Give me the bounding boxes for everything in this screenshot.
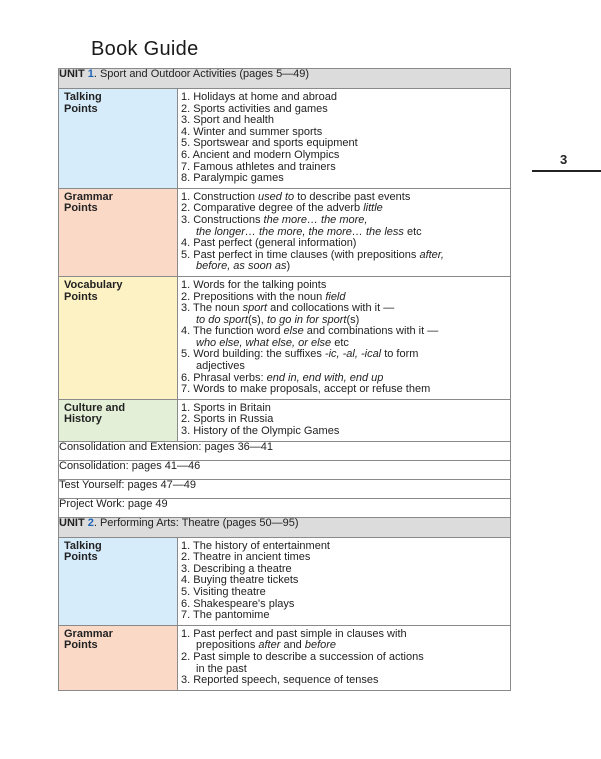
talking-points-list [178, 537, 511, 625]
unit-1-number: 1 [87, 68, 94, 80]
grammar-points-list [178, 625, 511, 690]
unit-1-prefix: UNIT [59, 68, 85, 80]
item-text: ) [286, 260, 291, 273]
item-text: etc [331, 336, 349, 349]
vocabulary-points-label [59, 276, 178, 399]
unit-1-vocabulary-row [59, 276, 511, 399]
label-line: Talking [64, 539, 102, 552]
list-item: 3. Reported speech, sequence of tenses [181, 674, 379, 687]
list-item: 7. Famous athletes and trainers [181, 160, 336, 173]
item-text: 3. The noun [181, 302, 243, 315]
item-italic: -ic, -al, -ical [324, 348, 382, 361]
talking-points-label [59, 537, 178, 625]
vocabulary-points-list [178, 276, 511, 399]
grammar-points-list [178, 188, 511, 276]
label-line: Points [64, 102, 98, 115]
talking-points-label [59, 89, 178, 189]
item-text: 2. Comparative degree of the adverb [181, 202, 364, 215]
item-italic: used to [258, 190, 295, 203]
item-italic: the longer… the more, the more… the less [196, 225, 404, 238]
extra-text: Consolidation and Extension: pages 36—41 [59, 441, 511, 460]
project-work-row [59, 498, 511, 517]
extra-text: Project Work: page 49 [59, 498, 511, 517]
list-item-continuation: in the past [196, 662, 247, 675]
unit-1-title: . Sport and Outdoor Activities (pages 5—49) [93, 68, 310, 80]
label-line: Vocabulary [64, 278, 123, 291]
book-guide-table [58, 68, 511, 691]
label-line: Points [64, 202, 98, 215]
list-item: 1. The history of entertainment [181, 539, 330, 552]
unit-2-grammar-row [59, 625, 511, 690]
item-text: and collocations with it — [267, 302, 395, 315]
unit-1-grammar-row [59, 188, 511, 276]
list-item: 2. Theatre in ancient times [181, 551, 311, 564]
unit-2-talking-row [59, 537, 511, 625]
list-item: 7. Words to make proposals, accept or refuse them [181, 383, 431, 396]
culture-history-list [178, 399, 511, 441]
list-item: 2. Sports in Russia [181, 413, 274, 426]
item-italic: to go in for sport [266, 313, 347, 326]
list-item: 1. Past perfect and past simple in clauses with [181, 627, 407, 640]
list-item: 2. Sports activities and games [181, 102, 328, 115]
list-item: 3. Describing a theatre [181, 562, 292, 575]
list-item: 1. Words for the talking points [181, 278, 327, 291]
list-item: 4. Past perfect (general information) [181, 237, 357, 250]
list-item: 4. Winter and summer sports [181, 125, 323, 138]
item-italic: after, [419, 248, 444, 261]
item-text: 6. Phrasal verbs: [181, 371, 267, 384]
item-italic: the more… the more, [263, 213, 368, 226]
item-italic: end in, end with, end up [266, 371, 384, 384]
label-line: Points [64, 639, 98, 652]
label-line: Grammar [64, 627, 113, 640]
page-number-rule [532, 170, 601, 172]
item-italic: who else, what else, or else [196, 336, 332, 349]
item-text: 5. Past perfect in time clauses (with prepositions [181, 248, 420, 261]
list-item-continuation: adjectives [196, 360, 245, 373]
label-line: History [64, 413, 102, 426]
talking-points-list [178, 89, 511, 189]
item-italic: after [258, 639, 281, 652]
unit-2-header [59, 517, 511, 537]
culture-history-label [59, 399, 178, 441]
list-item: 4. Buying theatre tickets [181, 574, 299, 587]
grammar-points-label [59, 625, 178, 690]
consolidation-row [59, 460, 511, 479]
item-text: 3. Constructions [181, 213, 264, 226]
item-text: 4. The function word [181, 325, 284, 338]
label-line: Grammar [64, 190, 113, 203]
extra-text: Consolidation: pages 41—46 [59, 460, 511, 479]
grammar-points-label [59, 188, 178, 276]
item-text: and combinations with it — [303, 325, 439, 338]
item-text: etc [403, 225, 422, 238]
list-item: 7. The pantomime [181, 609, 270, 622]
label-line: Talking [64, 91, 102, 103]
unit-1-talking-row [59, 89, 511, 189]
extra-text: Test Yourself: pages 47—49 [59, 479, 511, 498]
unit-2-number: 2 [87, 516, 94, 529]
unit-2-prefix: UNIT [59, 516, 85, 529]
list-item: 1. Sports in Britain [181, 401, 271, 414]
page-title: Book Guide [91, 38, 199, 60]
test-yourself-row [59, 479, 511, 498]
label-line: Culture and [64, 401, 126, 414]
list-item: 2. Past simple to describe a succession of actions [181, 650, 424, 663]
item-italic: before, as soon as [196, 260, 287, 273]
item-italic: little [363, 202, 383, 215]
list-item: 5. Visiting theatre [181, 586, 266, 598]
item-italic: sport [242, 302, 268, 315]
list-item: 3. History of the Olympic Games [181, 425, 340, 438]
item-text: 2. Prepositions with the noun [181, 290, 326, 303]
item-text: (s) [346, 313, 360, 326]
list-item-continuation [181, 261, 505, 273]
item-italic: to do sport [196, 313, 248, 326]
item-text: prepositions [196, 639, 259, 652]
page-number: 3 [560, 152, 568, 167]
label-line: Points [64, 551, 98, 564]
list-item: 8. Paralympic games [181, 172, 284, 185]
label-line: Points [64, 290, 98, 303]
item-text: 5. Word building: the suffixes [181, 348, 325, 361]
list-item: 6. Ancient and modern Olympics [181, 148, 340, 161]
item-italic: field [325, 290, 346, 303]
item-text: and [280, 639, 305, 652]
list-item: 1. Holidays at home and abroad [181, 91, 337, 103]
unit-2-title: . Performing Arts: Theatre (pages 50—95) [93, 516, 299, 529]
item-text: (s), [247, 313, 267, 326]
item-text: 1. Construction [181, 190, 259, 203]
list-item: 6. Shakespeare's plays [181, 597, 295, 610]
item-italic: before [304, 639, 337, 652]
item-italic: else [283, 325, 304, 338]
unit-1-culture-row [59, 399, 511, 441]
list-item: 5. Sportswear and sports equipment [181, 137, 358, 150]
consolidation-extension-row [59, 441, 511, 460]
item-text: to form [381, 348, 419, 361]
list-item: 3. Sport and health [181, 114, 274, 127]
item-text: to describe past events [294, 190, 411, 203]
unit-1-header [59, 69, 511, 89]
